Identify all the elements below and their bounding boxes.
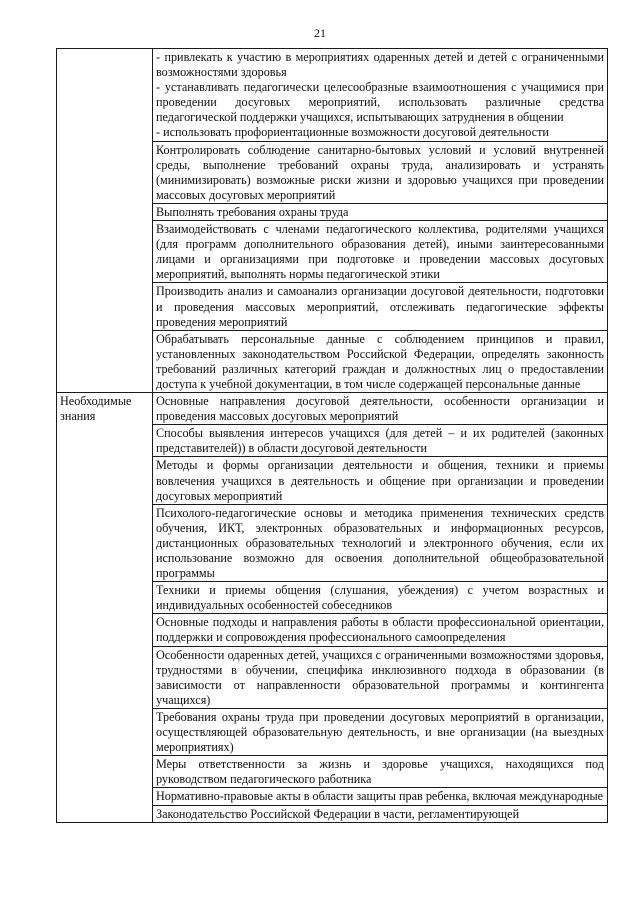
skill-text: Производить анализ и самоанализ организации досуговой деятельности, подготовки и проведения массовых мероприятий, отслеживать педагогические эффекты проведения мероприятий <box>156 284 604 329</box>
page-number: 21 <box>314 26 326 40</box>
skill-text: Взаимодействовать с членами педагогического коллектива, родителями учащихся (для программ дополнительного образования детей), иными заинтересованными лицами и организациями при подготовке и проведении массовых досуговых мероприятий, выполнять нормы педагогической этики <box>156 222 604 282</box>
skill-text: Обрабатывать персональные данные с соблюдением принципов и правил, установленных законодательством Российской Федерации, определять законность требований различных категорий граждан и должностных лиц о предоставлении доступа к учебной документации, в том числе содержащей персональные данные <box>156 331 604 391</box>
knowledge-cell: Меры ответственности за жизнь и здоровье учащихся, находящихся под руководством педагогического работника <box>153 756 608 788</box>
knowledge-cell: Основные направления досуговой деятельности, особенности организации и проведения массовых досуговых мероприятий <box>153 393 608 425</box>
knowledge-cell: Особенности одаренных детей, учащихся с ограниченными возможностями здоровья, трудностями в обучении, специфика инклюзивного подхода в образовании (в зависимости от направленности образовательной программы и контингента учащихся) <box>153 646 608 708</box>
skill-cell <box>153 221 608 283</box>
skill-text: Выполнять требования охраны труда <box>156 204 349 219</box>
skill-cell <box>153 49 608 142</box>
knowledge-cell: Психолого-педагогические основы и методика применения технических средств обучения, ИКТ, электронных образовательных и информационных ресурсов, дистанционных образовательных технологий и электронного обучения, если их использование возможно для освоения дополнительной общеобразовательной программы <box>153 504 608 581</box>
knowledge-cell: Способы выявления интересов учащихся (для детей – и их родителей (законных представителей)) в области досуговой деятельности <box>153 425 608 457</box>
table-row <box>57 49 608 142</box>
skill-text: Контролировать соблюдение санитарно-бытовых условий и условий внутренней среды, выполнение требований охраны труда, анализировать и устранять (минимизировать) возможные риски жизни и здоровью учащихся при проведении массовых досуговых мероприятий <box>156 142 604 202</box>
skill-cell <box>153 330 608 392</box>
skill-text: - использовать профориентационные возможности досуговой деятельности <box>156 125 549 140</box>
knowledge-cell: Требования охраны труда при проведении досуговых мероприятий в организации, осуществляющей образовательную деятельность, и вне организации (на выездных мероприятиях) <box>153 708 608 755</box>
skill-text: - привлекать к участию в мероприятиях одаренных детей и детей с ограниченными возможностями здоровья <box>156 50 604 80</box>
competency-table <box>56 48 608 823</box>
knowledge-cell: Нормативно-правовые акты в области защиты прав ребенка, включая международные <box>153 788 608 805</box>
skill-cell <box>153 283 608 330</box>
skill-cell <box>153 203 608 220</box>
knowledge-cell: Методы и формы организации деятельности и общения, техники и приемы вовлечения учащихся в деятельность и общение при организации и проведении досуговых мероприятий <box>153 457 608 504</box>
table-row <box>57 393 608 425</box>
skill-text: - устанавливать педагогически целесообразные взаимоотношения с учащимися при проведении досуговых мероприятий, использовать различные средства педагогической поддержки учащихся, испытывающих затруднения в общении <box>156 80 604 125</box>
label-cell-empty <box>57 49 153 393</box>
knowledge-cell: Основные подходы и направления работы в области профессиональной ориентации, поддержки и сопровождения профессионального самоопределения <box>153 614 608 646</box>
knowledge-cell: Техники и приемы общения (слушания, убеждения) с учетом возрастных и индивидуальных особенностей собеседников <box>153 582 608 614</box>
knowledge-label: Необходимые знания <box>57 393 153 823</box>
skill-cell <box>153 141 608 203</box>
knowledge-cell: Законодательство Российской Федерации в части, регламентирующей <box>153 805 608 822</box>
